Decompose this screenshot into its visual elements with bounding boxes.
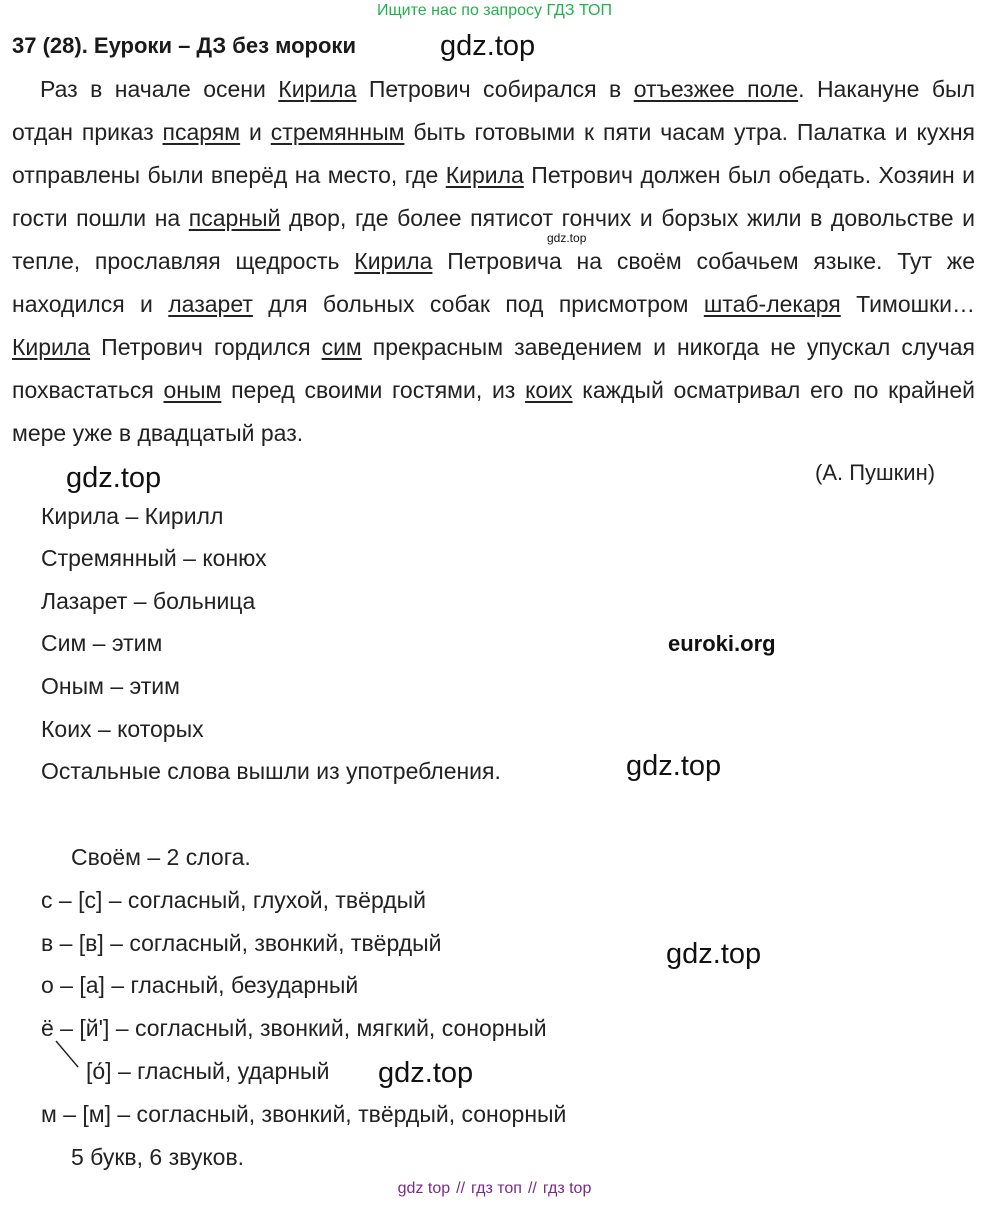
phonetic-line: [о́] – гласный, ударный: [86, 1058, 330, 1084]
phonetics-title: Своём – 2 слога.: [71, 844, 251, 870]
watermark-bottom: gdz.top: [378, 1057, 474, 1089]
glossary-note: Остальные слова вышли из употребления.: [41, 758, 501, 784]
underlined-word: псарям: [162, 119, 241, 145]
text-segment: быть готовыми к пяти часам утра. Палатка и кухня отправлены были вперёд на место, где: [12, 119, 975, 188]
text-segment: каждый осматривал его по крайней мере уже в двадцатый раз.: [12, 377, 975, 446]
footer-link[interactable]: гдз top: [542, 1180, 592, 1197]
glossary-item: Оным – этим: [41, 673, 180, 699]
underlined-word: лазарет: [168, 291, 253, 317]
page-heading: 37 (28). Еуроки – ДЗ без мороки: [12, 33, 356, 58]
phonetic-line: с – [с] – согласный, глухой, твёрдый: [41, 887, 427, 913]
glossary-item: Коих – которых: [41, 716, 204, 742]
watermark-small: gdz.top: [547, 231, 587, 245]
text-segment: перед своими гостями, из: [221, 377, 526, 403]
phonetic-line: ё – [й'] – согласный, звонкий, мягкий, сонорный: [41, 1015, 547, 1041]
footer-separator: //: [456, 1180, 466, 1197]
text-segment: для больных собак под присмотром: [252, 291, 704, 317]
watermark-middle: gdz.top: [626, 750, 722, 782]
underlined-word: Кирила: [12, 334, 91, 360]
underlined-word: коих: [525, 377, 573, 403]
underlined-word: Кирила: [354, 248, 433, 274]
text-segment: Раз в начале осени: [40, 76, 279, 102]
top-banner: Ищите нас по запросу ГДЗ ТОП: [377, 2, 612, 19]
glossary-item: Лазарет – больница: [41, 588, 256, 614]
underlined-word: псарный: [188, 205, 281, 231]
footer-link[interactable]: гдз топ: [471, 1180, 522, 1197]
phonetics-summary: 5 букв, 6 звуков.: [71, 1144, 245, 1170]
footer-link[interactable]: gdz top: [397, 1180, 451, 1197]
phonetic-line: о – [а] – гласный, безударный: [41, 972, 359, 998]
glossary-item: Кирила – Кирилл: [41, 503, 224, 529]
underlined-word: стремянным: [270, 119, 405, 145]
text-segment: двор, где более пятисот гончих и борзых жили в довольстве и тепле, прославляя щедрость: [12, 205, 975, 274]
watermark-header: gdz.top: [440, 30, 536, 62]
phonetic-line: в – [в] – согласный, звонкий, твёрдый: [41, 930, 442, 956]
watermark-right: gdz.top: [666, 938, 762, 970]
underlined-word: сим: [321, 334, 362, 360]
underlined-word: отъезжее поле: [633, 76, 799, 102]
footer-links: [0, 1180, 989, 1198]
main-paragraph: [12, 68, 975, 455]
glossary-item: Стремянный – конюх: [41, 545, 267, 571]
text-segment: Петрович собирался в: [356, 76, 634, 102]
text-segment: Тимошки…: [840, 291, 975, 317]
author: (А. Пушкин): [815, 460, 936, 485]
text-segment: Петровича на своём собачьем языке. Тут же находился и: [12, 248, 975, 317]
text-segment: прекрасным заведением и никогда не упускал случая похвастаться: [12, 334, 975, 403]
underlined-word: оным: [163, 377, 222, 403]
euroki-watermark: euroki.org: [668, 631, 776, 656]
underlined-word: Кирила: [278, 76, 357, 102]
text-segment: . Накануне был отдан приказ: [12, 76, 975, 145]
text-segment: Петрович должен был обедать. Хозяин и гости пошли на: [12, 162, 975, 231]
watermark-left: gdz.top: [66, 462, 162, 494]
footer-separator: //: [527, 1180, 537, 1197]
text-segment: и: [240, 119, 271, 145]
underlined-word: Кирила: [445, 162, 524, 188]
glossary-item: Сим – этим: [41, 630, 163, 656]
branch-line-icon: [52, 1037, 82, 1071]
text-segment: Петрович гордился: [90, 334, 322, 360]
phonetic-line: м – [м] – согласный, звонкий, твёрдый, сонорный: [41, 1101, 567, 1127]
underlined-word: штаб-лекаря: [703, 291, 841, 317]
